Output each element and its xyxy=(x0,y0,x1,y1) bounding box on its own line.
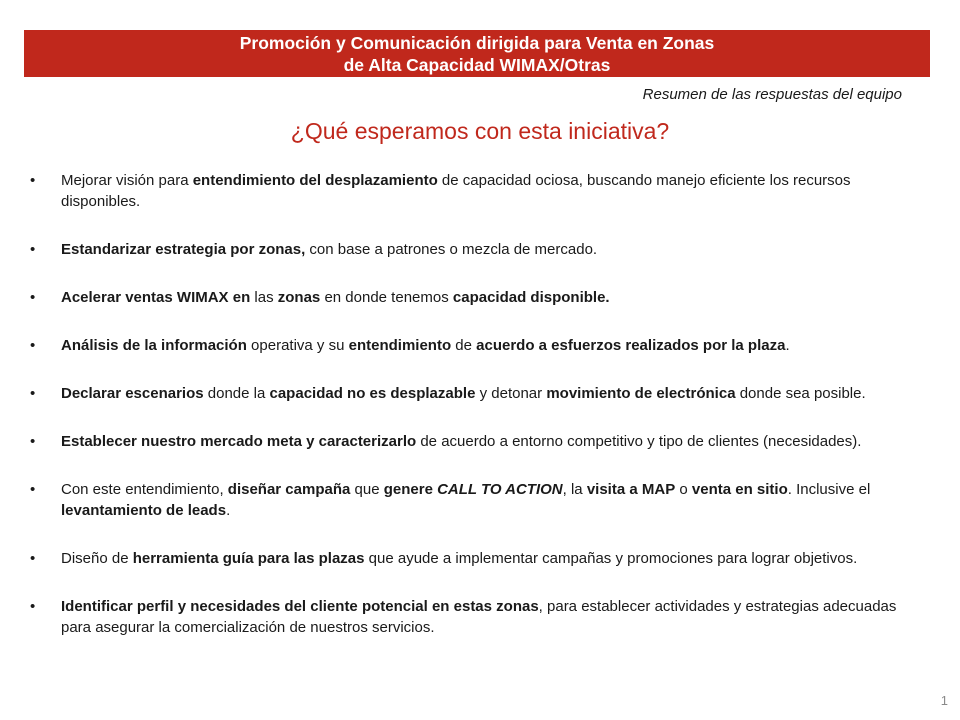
bullet-text-segment: Declarar escenarios xyxy=(61,385,204,402)
bullet-text-segment: las xyxy=(250,289,278,306)
bullet-text-segment: Análisis de la información xyxy=(61,337,247,354)
bullet-text-segment: entendimiento del desplazamiento xyxy=(192,172,438,189)
bullet-dot-icon: • xyxy=(30,241,36,258)
bullet-text-segment xyxy=(437,481,563,498)
page-number: 1 xyxy=(940,693,948,708)
bullet-text-segment: genere xyxy=(383,481,438,498)
bullet-text-segment: . xyxy=(226,502,231,519)
bullet-item xyxy=(30,239,930,260)
bullet-text-segment: de acuerdo a entorno competitivo y tipo de clientes (necesidades). xyxy=(416,433,862,450)
bullet-text-segment: entendimiento xyxy=(348,337,452,354)
bullet-text-segment: Diseño de xyxy=(61,550,133,567)
bullet-text-segment: Identificar perfil y necesidades del cliente potencial en estas zonas xyxy=(61,598,539,615)
bullet-text-segment: y detonar xyxy=(475,385,547,402)
bullet-item xyxy=(30,170,930,212)
bullet-text-segment: o xyxy=(675,481,692,498)
bullet-text-segment: visita a MAP xyxy=(586,481,676,498)
bullet-text-segment: capacidad disponible. xyxy=(452,289,610,306)
bullet-text-segment: de xyxy=(451,337,477,354)
bullet-text-segment: . xyxy=(785,337,790,354)
bullet-item xyxy=(30,548,930,569)
bullet-list xyxy=(30,170,930,665)
bullet-text-segment: , para establecer actividades y estrategias adecuadas para asegurar la comercialización de nuestros servicios. xyxy=(61,598,897,636)
title-banner xyxy=(24,30,930,77)
bullet-text-segment: diseñar campaña xyxy=(227,481,351,498)
bullet-text-segment: , la xyxy=(562,481,587,498)
bullet-item xyxy=(30,431,930,452)
bullet-text-segment: donde sea posible. xyxy=(735,385,866,402)
bullet-text-segment: Estandarizar estrategia por zonas, xyxy=(61,241,306,258)
bullet-text-segment: movimiento de electrónica xyxy=(546,385,736,402)
bullet-text-segment: Con este entendimiento, xyxy=(61,481,228,498)
bullet-dot-icon: • xyxy=(30,172,36,189)
bullet-text-segment: zonas xyxy=(277,289,321,306)
bullet-item xyxy=(30,287,930,308)
bullet-text-segment: levantamiento de leads xyxy=(61,502,227,519)
bullet-text-segment: en donde tenemos xyxy=(320,289,453,306)
bullet-text-segment: Establecer nuestro mercado meta y caracterizarlo xyxy=(61,433,417,450)
section-heading: ¿Qué esperamos con esta iniciativa? xyxy=(290,118,670,144)
bullet-dot-icon: • xyxy=(30,550,36,567)
bullet-text-segment: venta en sitio xyxy=(691,481,788,498)
bullet-text-segment: . Inclusive el xyxy=(787,481,871,498)
bullet-text-segment: herramienta guía para las plazas xyxy=(132,550,365,567)
title-line-1: Promoción y Comunicación dirigida para Venta en Zonas xyxy=(239,32,715,53)
bullet-text-segment: CALL TO ACTION xyxy=(437,481,563,498)
bullet-item xyxy=(30,383,930,404)
bullet-text-segment: con base a patrones o mezcla de mercado. xyxy=(305,241,598,258)
bullet-text-segment: de capacidad ociosa, buscando manejo eficiente los recursos disponibles. xyxy=(61,172,851,210)
bullet-text-segment: capacidad no es desplazable xyxy=(269,385,476,402)
subtitle: Resumen de las respuestas del equipo xyxy=(642,86,902,103)
bullet-text-segment: donde la xyxy=(203,385,270,402)
bullet-dot-icon: • xyxy=(30,598,36,615)
bullet-dot-icon: • xyxy=(30,433,36,450)
bullet-item xyxy=(30,335,930,356)
bullet-text-segment: Acelerar ventas WIMAX en xyxy=(61,289,251,306)
bullet-dot-icon: • xyxy=(30,385,36,402)
bullet-dot-icon: • xyxy=(30,337,36,354)
bullet-item xyxy=(30,479,930,521)
bullet-text-segment: que ayude a implementar campañas y promociones para lograr objetivos. xyxy=(364,550,858,567)
bullet-text-segment: Mejorar visión para xyxy=(61,172,193,189)
bullet-text-segment: que xyxy=(350,481,384,498)
bullet-dot-icon: • xyxy=(30,289,36,306)
bullet-dot-icon: • xyxy=(30,481,36,498)
bullet-text-segment: acuerdo a esfuerzos realizados por la plaza xyxy=(476,337,786,354)
title-line-2: de Alta Capacidad WIMAX/Otras xyxy=(343,54,611,75)
bullet-item xyxy=(30,596,930,638)
bullet-text-segment: operativa y su xyxy=(246,337,349,354)
